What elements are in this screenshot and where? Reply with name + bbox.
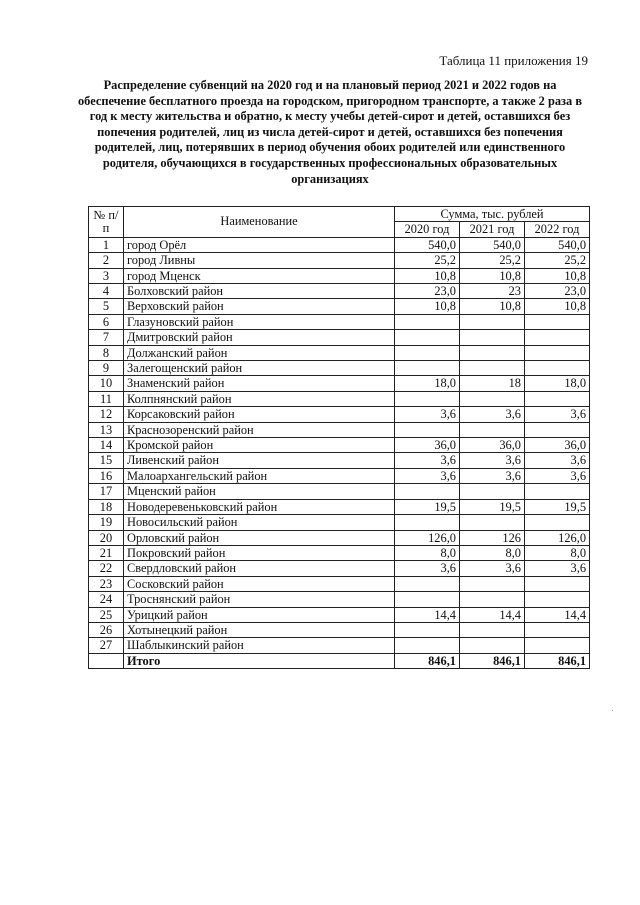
row-value-2021 xyxy=(460,422,525,437)
row-name: Залегощенский район xyxy=(124,361,395,376)
row-name: Покровский район xyxy=(124,545,395,560)
row-name: Знаменский район xyxy=(124,376,395,391)
row-value-2020 xyxy=(395,576,460,591)
row-name: Мценский район xyxy=(124,484,395,499)
row-number: 10 xyxy=(89,376,124,391)
row-value-2022: 3,6 xyxy=(525,468,590,483)
total-number-cell xyxy=(89,653,124,668)
row-value-2021 xyxy=(460,330,525,345)
header-year: 2020 год xyxy=(395,222,460,237)
table-row xyxy=(89,530,590,545)
row-value-2022: 23,0 xyxy=(525,284,590,299)
document-title: Распределение субвенций на 2020 год и на плановый период 2021 и 2022 годов на обеспечение бесплатного проезда на городском, пригородном транспорте, а также 2 раза в год к месту жительства и обратно, к месту учебы детей-сирот и детей, оставшихся без попечения родителей, лиц из числа детей-сирот и детей, оставшихся без попечения родителей, лиц, потерявших в период обучения обоих родителей или единственного родителя, обучающихся в государственных профессиональных образовательных организациях xyxy=(77,78,583,186)
total-value: 846,1 xyxy=(395,653,460,668)
row-name: город Мценск xyxy=(124,268,395,283)
row-value-2021: 8,0 xyxy=(460,545,525,560)
row-value-2021: 10,8 xyxy=(460,268,525,283)
table-row xyxy=(89,314,590,329)
row-value-2020 xyxy=(395,515,460,530)
row-number: 14 xyxy=(89,438,124,453)
row-value-2020 xyxy=(395,422,460,437)
table-row xyxy=(89,592,590,607)
table-row xyxy=(89,545,590,560)
row-value-2020: 126,0 xyxy=(395,530,460,545)
row-value-2022 xyxy=(525,361,590,376)
row-value-2022 xyxy=(525,314,590,329)
total-value: 846,1 xyxy=(460,653,525,668)
row-name: Болховский район xyxy=(124,284,395,299)
row-name: Краснозоренский район xyxy=(124,422,395,437)
table-row xyxy=(89,576,590,591)
row-name: Кромской район xyxy=(124,438,395,453)
row-value-2020: 19,5 xyxy=(395,499,460,514)
row-value-2021 xyxy=(460,484,525,499)
row-value-2021 xyxy=(460,638,525,653)
row-name: Орловский район xyxy=(124,530,395,545)
row-value-2022: 8,0 xyxy=(525,545,590,560)
row-number: 16 xyxy=(89,468,124,483)
row-number: 11 xyxy=(89,391,124,406)
row-value-2022 xyxy=(525,592,590,607)
row-value-2022 xyxy=(525,345,590,360)
row-name: Малоархангельский район xyxy=(124,468,395,483)
row-number: 12 xyxy=(89,407,124,422)
row-number: 18 xyxy=(89,499,124,514)
row-name: город Орёл xyxy=(124,237,395,252)
row-value-2022 xyxy=(525,484,590,499)
row-value-2020 xyxy=(395,345,460,360)
row-name: город Ливны xyxy=(124,253,395,268)
row-name: Хотынецкий район xyxy=(124,622,395,637)
row-value-2021 xyxy=(460,622,525,637)
table-row xyxy=(89,515,590,530)
row-number: 27 xyxy=(89,638,124,653)
row-number: 19 xyxy=(89,515,124,530)
row-value-2020: 36,0 xyxy=(395,438,460,453)
header-sum: Сумма, тыс. рублей xyxy=(395,207,590,222)
row-value-2021: 23 xyxy=(460,284,525,299)
row-name: Ливенский район xyxy=(124,453,395,468)
row-name: Свердловский район xyxy=(124,561,395,576)
row-value-2022: 3,6 xyxy=(525,561,590,576)
row-value-2022: 25,2 xyxy=(525,253,590,268)
total-label: Итого xyxy=(124,653,395,668)
row-value-2021 xyxy=(460,592,525,607)
row-number: 1 xyxy=(89,237,124,252)
table-row xyxy=(89,330,590,345)
row-value-2021: 3,6 xyxy=(460,407,525,422)
row-value-2021: 25,2 xyxy=(460,253,525,268)
row-number: 17 xyxy=(89,484,124,499)
row-value-2022: 19,5 xyxy=(525,499,590,514)
row-value-2020 xyxy=(395,361,460,376)
row-value-2022: 3,6 xyxy=(525,453,590,468)
table-row xyxy=(89,253,590,268)
row-value-2020 xyxy=(395,622,460,637)
row-number: 2 xyxy=(89,253,124,268)
row-name: Колпнянский район xyxy=(124,391,395,406)
table-row xyxy=(89,345,590,360)
row-number: 13 xyxy=(89,422,124,437)
row-value-2021: 19,5 xyxy=(460,499,525,514)
row-value-2021 xyxy=(460,314,525,329)
row-value-2020: 10,8 xyxy=(395,299,460,314)
header-year: 2021 год xyxy=(460,222,525,237)
table-row xyxy=(89,376,590,391)
table-row xyxy=(89,422,590,437)
row-value-2021: 540,0 xyxy=(460,237,525,252)
total-row xyxy=(89,653,590,668)
row-number: 26 xyxy=(89,622,124,637)
row-value-2020: 3,6 xyxy=(395,407,460,422)
row-number: 20 xyxy=(89,530,124,545)
row-value-2022 xyxy=(525,515,590,530)
row-value-2020: 25,2 xyxy=(395,253,460,268)
header-year: 2022 год xyxy=(525,222,590,237)
row-value-2020: 3,6 xyxy=(395,468,460,483)
row-number: 7 xyxy=(89,330,124,345)
row-value-2022: 14,4 xyxy=(525,607,590,622)
row-name: Сосковский район xyxy=(124,576,395,591)
row-value-2022: 10,8 xyxy=(525,268,590,283)
table-row xyxy=(89,284,590,299)
row-value-2021: 18 xyxy=(460,376,525,391)
row-value-2022: 540,0 xyxy=(525,237,590,252)
row-value-2021 xyxy=(460,576,525,591)
table-row xyxy=(89,299,590,314)
row-value-2021: 10,8 xyxy=(460,299,525,314)
row-value-2021 xyxy=(460,391,525,406)
row-name: Дмитровский район xyxy=(124,330,395,345)
appendix-label: Таблица 11 приложения 19 xyxy=(439,53,588,68)
row-value-2022 xyxy=(525,576,590,591)
row-name: Шаблыкинский район xyxy=(124,638,395,653)
row-number: 24 xyxy=(89,592,124,607)
table-row xyxy=(89,453,590,468)
row-name: Троснянский район xyxy=(124,592,395,607)
table-row xyxy=(89,622,590,637)
row-name: Верховский район xyxy=(124,299,395,314)
row-value-2022: 36,0 xyxy=(525,438,590,453)
table-row xyxy=(89,268,590,283)
row-number: 3 xyxy=(89,268,124,283)
table-row xyxy=(89,468,590,483)
header-row xyxy=(89,207,590,222)
row-value-2021 xyxy=(460,345,525,360)
table-row xyxy=(89,499,590,514)
row-value-2020: 14,4 xyxy=(395,607,460,622)
table-row xyxy=(89,638,590,653)
row-name: Новодеревеньковский район xyxy=(124,499,395,514)
row-value-2020: 23,0 xyxy=(395,284,460,299)
total-value: 846,1 xyxy=(525,653,590,668)
row-value-2021: 36,0 xyxy=(460,438,525,453)
row-value-2022: 126,0 xyxy=(525,530,590,545)
row-name: Новосильский район xyxy=(124,515,395,530)
table-row xyxy=(89,391,590,406)
row-value-2020 xyxy=(395,314,460,329)
table-row xyxy=(89,438,590,453)
row-number: 9 xyxy=(89,361,124,376)
table-row xyxy=(89,484,590,499)
row-value-2022 xyxy=(525,422,590,437)
row-value-2020 xyxy=(395,330,460,345)
row-value-2021: 14,4 xyxy=(460,607,525,622)
table-row xyxy=(89,237,590,252)
row-value-2020 xyxy=(395,592,460,607)
row-value-2021 xyxy=(460,515,525,530)
row-number: 23 xyxy=(89,576,124,591)
table-row xyxy=(89,561,590,576)
row-value-2021: 3,6 xyxy=(460,453,525,468)
row-number: 6 xyxy=(89,314,124,329)
row-name: Должанский район xyxy=(124,345,395,360)
row-number: 22 xyxy=(89,561,124,576)
row-name: Глазуновский район xyxy=(124,314,395,329)
row-value-2022: 18,0 xyxy=(525,376,590,391)
row-value-2022 xyxy=(525,622,590,637)
row-number: 8 xyxy=(89,345,124,360)
row-value-2020: 18,0 xyxy=(395,376,460,391)
row-value-2021 xyxy=(460,361,525,376)
row-number: 5 xyxy=(89,299,124,314)
row-value-2022 xyxy=(525,391,590,406)
row-value-2020: 10,8 xyxy=(395,268,460,283)
row-value-2021: 3,6 xyxy=(460,468,525,483)
table-row xyxy=(89,607,590,622)
row-value-2020 xyxy=(395,391,460,406)
subventions-table xyxy=(88,206,590,669)
table-row xyxy=(89,361,590,376)
row-value-2022 xyxy=(525,638,590,653)
row-value-2020 xyxy=(395,638,460,653)
row-name: Корсаковский район xyxy=(124,407,395,422)
row-value-2022: 10,8 xyxy=(525,299,590,314)
row-number: 21 xyxy=(89,545,124,560)
row-value-2020: 3,6 xyxy=(395,561,460,576)
row-number: 25 xyxy=(89,607,124,622)
row-value-2022: 3,6 xyxy=(525,407,590,422)
row-number: 4 xyxy=(89,284,124,299)
row-name: Урицкий район xyxy=(124,607,395,622)
row-value-2020: 540,0 xyxy=(395,237,460,252)
row-value-2022 xyxy=(525,330,590,345)
header-number: № п/п xyxy=(89,207,124,238)
row-value-2020: 8,0 xyxy=(395,545,460,560)
row-value-2021: 3,6 xyxy=(460,561,525,576)
row-value-2020 xyxy=(395,484,460,499)
scan-speck xyxy=(612,710,613,711)
table-row xyxy=(89,407,590,422)
row-number: 15 xyxy=(89,453,124,468)
header-name: Наименование xyxy=(124,207,395,238)
row-value-2021: 126 xyxy=(460,530,525,545)
row-value-2020: 3,6 xyxy=(395,453,460,468)
